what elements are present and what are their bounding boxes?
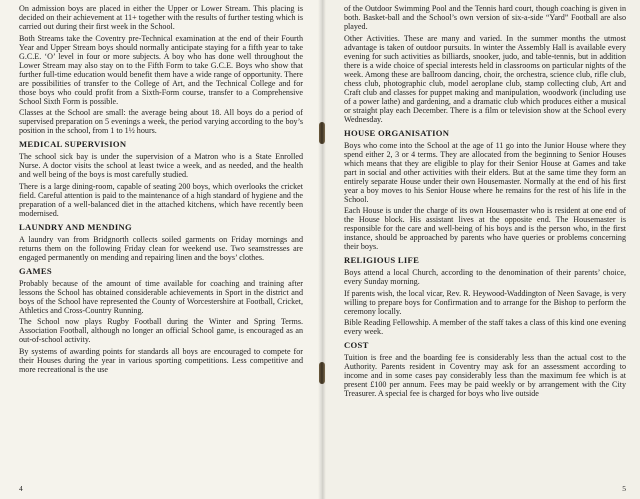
rugby-paragraph: The School now plays Rugby Football during the Winter and Spring Terms. Association Football, although no longer an official School game, is encouraged as an out-of-school activity.: [19, 317, 303, 345]
tuition-paragraph: Tuition is free and the boarding fee is considerably less than the actual cost to the Authority. Parents resident in Coventry may ask for an assessment according to income and in some cases pay considerably less than the maximum fee which is at present £100 per annum. Fees may be paid weekly or by arrangement with the City Treasurer. A special fee is charged for boys who live outside: [344, 353, 626, 399]
cost-heading: COST: [344, 340, 369, 351]
church-paragraph: Boys attend a local Church, according to the denomination of their parents’ choice, every Sunday morning.: [344, 268, 626, 287]
staple-top-icon: [319, 122, 325, 144]
housemaster-paragraph: Each House is under the charge of its own Housemaster who is resident at one end of the House block. His assistant lives at the opposite end. The Housemaster is responsible for the care and well-being of his boys and is the person who, in the first instance, should be approached by parents who have queries or problems concerning their boys.: [344, 206, 626, 252]
laundry-heading: LAUNDRY AND MENDING: [19, 221, 132, 232]
house-heading: HOUSE ORGANISATION: [344, 127, 450, 138]
streams-paragraph: Both Streams take the Coventry pre-Technical examination at the end of their Fourth Year and Upper Stream boys should normally anticipate staying for a fifth year to take G.C.E. ‘O’ level in four or more subjects. A boy who has done well throughout the Lower Stream may also stay on to the Fifth Form to take G.C.E. Boys who show that further full-time education would benefit them have a wide range of opportunity. There are possibilities of transfer to the College of Art, and the Technical College and for those boys who could profit from a Sixth-Form course, transfer to a Comprehensive School Sixth Form is possible.: [19, 33, 303, 106]
points-paragraph: By systems of awarding points for standards all boys are encouraged to compete for their Houses during the year in various sporting competitions. Less competitive and more recreational is the use: [19, 346, 303, 374]
staple-bottom-icon: [319, 362, 325, 384]
laundry-paragraph: A laundry van from Bridgnorth collects soiled garments on Friday mornings and returns them on the following Friday clean for weekend use. Two seamstresses are engaged permanently on mending and repairing linen and the boys’ clothes.: [19, 234, 303, 262]
games-heading: GAMES: [19, 265, 53, 276]
left-text-column: [19, 4, 303, 377]
religious-heading: RELIGIOUS LIFE: [344, 255, 420, 266]
classes-paragraph: Classes at the School are small: the average being about 18. All boys do a period of supervised preparation on 5 evenings a week, the period varying according to the boy’s position in the school, from 1 to 1½ hours.: [19, 108, 303, 136]
page-right: [322, 0, 640, 499]
medical-heading: MEDICAL SUPERVISION: [19, 139, 127, 150]
page-number-right: 5: [622, 484, 626, 493]
activities-paragraph: Other Activities. These are many and varied. In the summer months the utmost advantage is taken of outdoor pursuits. In winter the Assembly Hall is available every evening for such activities as billiards, snooker, judo, and table-tennis, but in addition there is a wide choice of special interests held in classrooms on particular nights of the week. Among these are ballroom dancing, choir, the orchestra, science club, rifle club, chess club, photographic club, model aeroplane club, stamp collecting club, Art and Craft club and classes for puppet making and manipulation, woodwork (including use of a power lathe) and gardening, and a dramatic club which produces either a musical or straight play each December. There is a film or television show at the School every Wednesday.: [344, 33, 626, 124]
binding-gutter: [318, 0, 326, 499]
bible-reading-paragraph: Bible Reading Fellowship. A member of the staff takes a class of this kind one evening every week.: [344, 318, 626, 337]
sick-bay-paragraph: The school sick bay is under the supervision of a Matron who is a State Enrolled Nurse. A doctor visits the school at least twice a week, and as needed, and the health and well being of the boys is most carefully studied.: [19, 152, 303, 180]
swimming-paragraph: of the Outdoor Swimming Pool and the Tennis hard court, though coaching is given in both. Basket-ball and the School’s own version of six-a-side “Yard” Football are also played.: [344, 4, 626, 31]
dining-room-paragraph: There is a large dining-room, capable of seating 200 boys, which overlooks the cricket field. Careful attention is paid to the maintenance of a high standard of hygiene and the preparation of a well-balanced diet in the attached kitchens, which have recently been modernised.: [19, 181, 303, 218]
right-text-column: [344, 4, 626, 401]
page-number-left: 4: [19, 484, 23, 493]
admission-paragraph: On admission boys are placed in either the Upper or Lower Stream. This placing is decided on their achievement at 11+ together with the results of further testing which is carried out during their first week in the School.: [19, 4, 303, 31]
junior-house-paragraph: Boys who come into the School at the age of 11 go into the Junior House where they spend either 2, 3 or 4 terms. They are allocated from the beginning to Senior Houses which means that they are eligible to play for their Senior House at Games and take part in social and other activities with their elders. But at the same time they form an entirely separate House under their own Housemaster. Normally at the end of his first year a boy moves to his Senior House where he remains for the rest of his life in the School.: [344, 140, 626, 204]
confirmation-paragraph: If parents wish, the local vicar, Rev. R. Heywood-Waddington of Neen Savage, is very willing to prepare boys for Confirmation and to arrange for the Bishop to perform the ceremony locally.: [344, 288, 626, 316]
sport-paragraph: Probably because of the amount of time available for coaching and training after lessons the School has obtained considerable achievements in Sport in the district and boys of the School have represented the County of Worcestershire at Football, Cricket, Athletics and Cross-Country Running.: [19, 278, 303, 315]
